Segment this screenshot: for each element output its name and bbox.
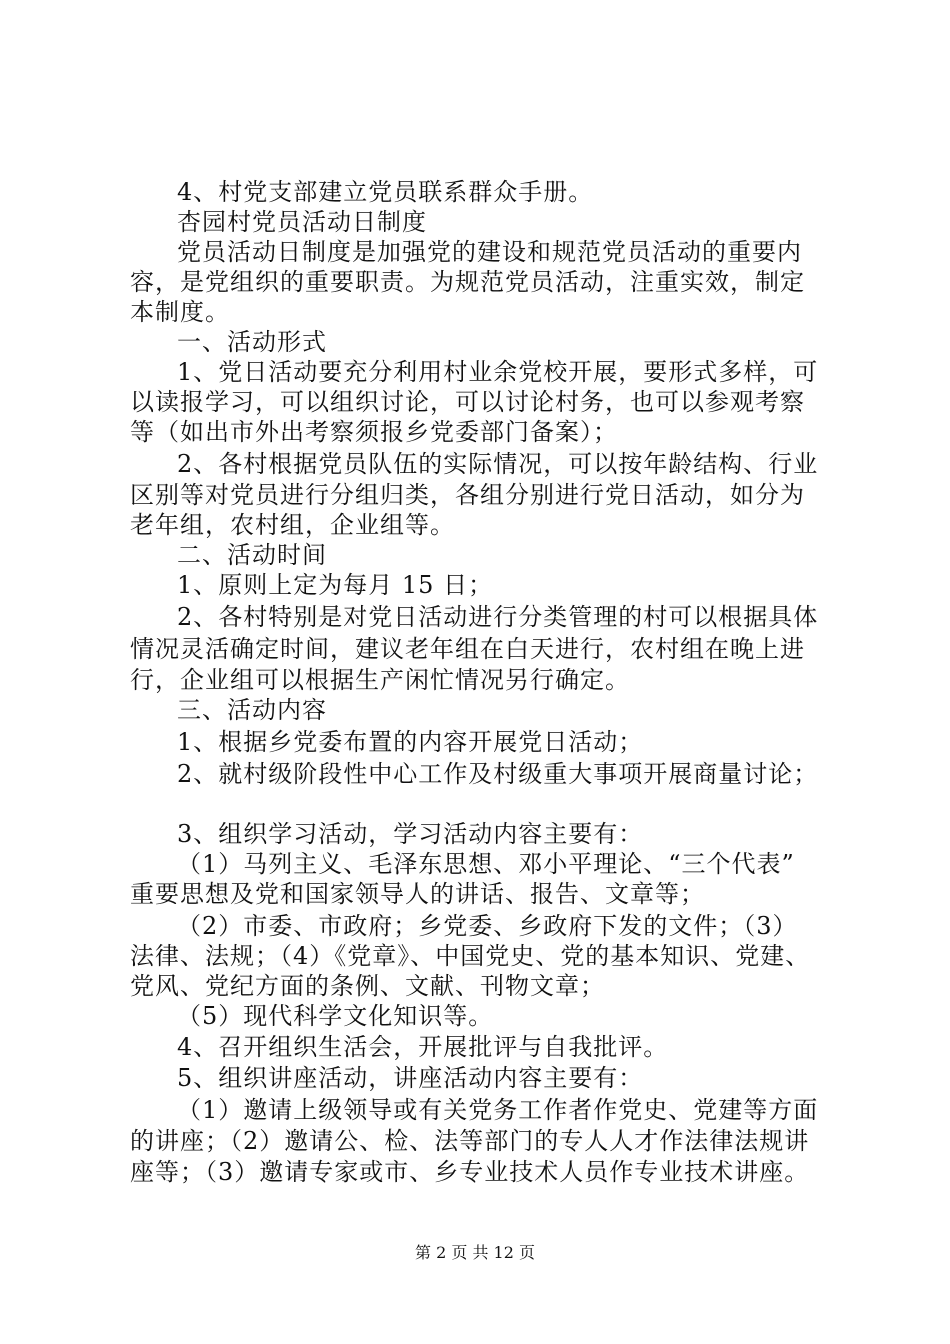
section-title: 杏园村党员活动日制度 (177, 208, 427, 236)
paragraph-line: 区别等对党员进行分组归类，各组分别进行党日活动，如分为 (130, 481, 805, 509)
section-heading: 三、活动内容 (177, 696, 327, 724)
paragraph-line: 2、各村根据党员队伍的实际情况，可以按年龄结构、行业 (177, 450, 819, 478)
paragraph-line: 法律、法规；（4）《党章》、中国党史、党的基本知识、党建、 (130, 942, 811, 970)
paragraph-line: 座等；（3）邀请专家或市、乡专业技术人员作专业技术讲座。 (130, 1158, 810, 1186)
paragraph-line: 情况灵活确定时间，建议老年组在白天进行，农村组在晚上进 (130, 635, 805, 663)
section-heading: 二、活动时间 (177, 541, 327, 569)
paragraph-line: （2）市委、市政府；乡党委、乡政府下发的文件；（3） (177, 912, 798, 940)
section-heading: 一、活动形式 (177, 328, 327, 356)
paragraph-line: （1）邀请上级领导或有关党务工作者作党史、党建等方面 (177, 1096, 819, 1124)
paragraph-line: 等（如出市外出考察须报乡党委部门备案）； (130, 418, 618, 446)
paragraph-line: 党员活动日制度是加强党的建设和规范党员活动的重要内 (177, 238, 802, 266)
paragraph-line: 1、根据乡党委布置的内容开展党日活动； (177, 728, 644, 756)
paragraph-line: 行，企业组可以根据生产闲忙情况另行确定。 (130, 666, 630, 694)
paragraph-line: 1、党日活动要充分利用村业余党校开展，要形式多样，可 (177, 358, 819, 386)
paragraph-line: 容，是党组织的重要职责。为规范党员活动，注重实效，制定 (130, 268, 805, 296)
paragraph-line: 4、村党支部建立党员联系群众手册。 (177, 178, 594, 206)
paragraph-line: 3、组织学习活动，学习活动内容主要有： (177, 820, 644, 848)
page-footer: 第 2 页 共 12 页 (415, 1243, 535, 1262)
paragraph-line: 2、就村级阶段性中心工作及村级重大事项开展商量讨论； (177, 760, 819, 788)
paragraph-line: 的讲座；（2）邀请公、检、法等部门的专人人才作法律法规讲 (130, 1127, 810, 1155)
paragraph-line: （5）现代科学文化知识等。 (177, 1002, 494, 1030)
paragraph-line: 本制度。 (130, 298, 230, 326)
paragraph-line: （1）马列主义、毛泽东思想、邓小平理论、“三个代表” (177, 850, 795, 878)
paragraph-line: 以读报学习，可以组织讨论，可以讨论村务，也可以参观考察 (130, 388, 805, 416)
paragraph-line: 2、各村特别是对党日活动进行分类管理的村可以根据具体 (177, 603, 819, 631)
paragraph-line: 1、原则上定为每月 15 日； (177, 571, 494, 599)
paragraph-line: 老年组，农村组，企业组等。 (130, 511, 455, 539)
paragraph-line: 5、组织讲座活动，讲座活动内容主要有： (177, 1064, 644, 1092)
paragraph-line: 4、召开组织生活会，开展批评与自我批评。 (177, 1033, 669, 1061)
paragraph-line: 重要思想及党和国家领导人的讲话、报告、文章等； (130, 880, 705, 908)
paragraph-line: 党风、党纪方面的条例、文献、刊物文章； (130, 972, 605, 1000)
